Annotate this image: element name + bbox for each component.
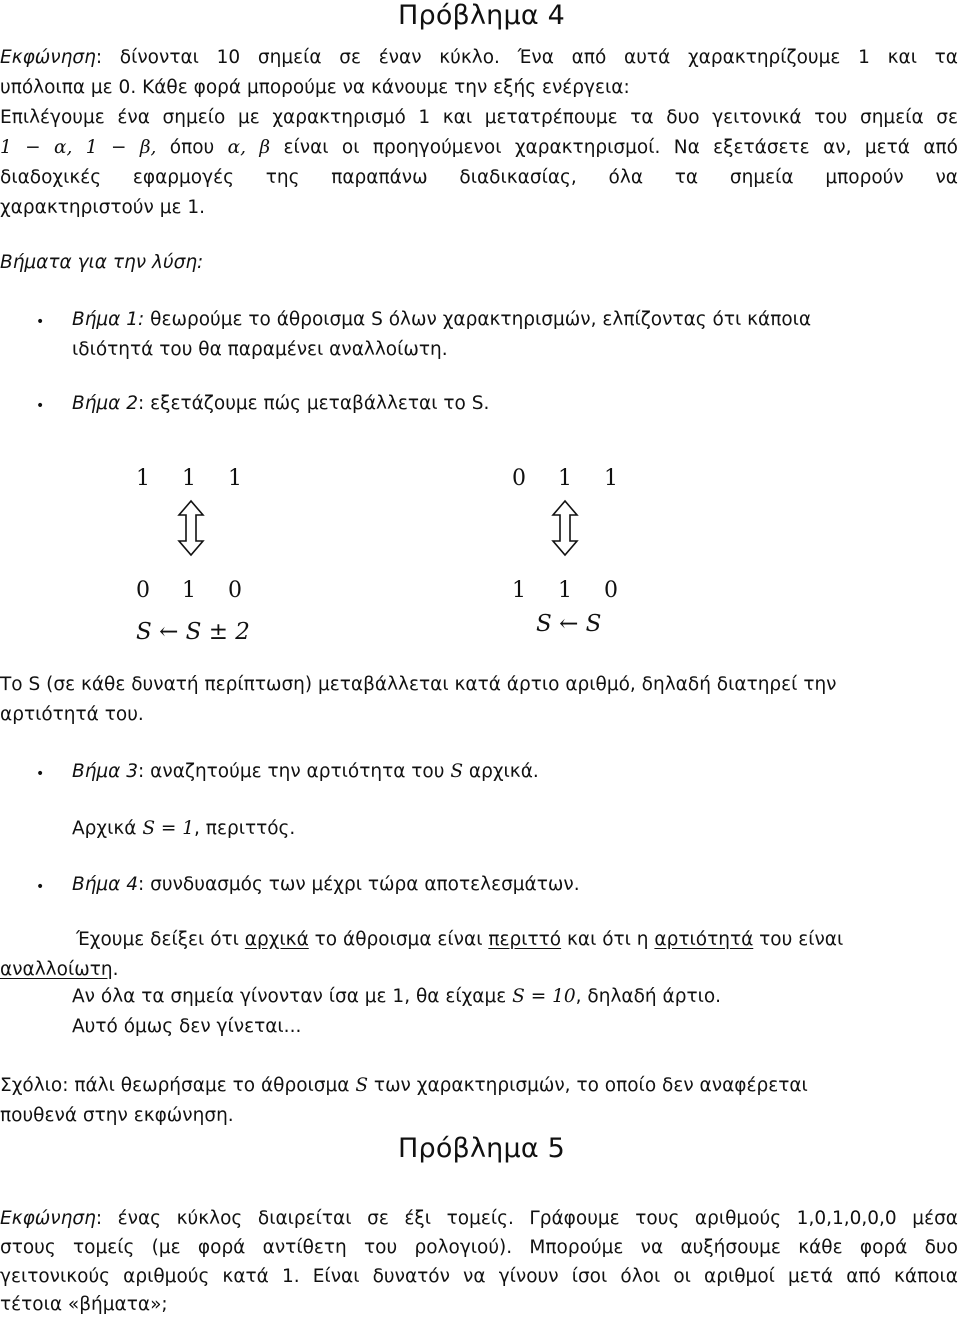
parity-line2: αρτιότητά του. — [0, 704, 144, 725]
p5-statement-line2: στους τομείς (με φορά αντίθετη του ρολογιού). Μπορούμε να αυξήσουμε κάθε φορά δυο — [0, 1237, 958, 1258]
p4-statement-line6: χαρακτηριστούν με 1. — [0, 197, 205, 218]
p4-statement-line3: Επιλέγουμε ένα σημείο με χαρακτηρισμό 1 και μετατρέπουμε τα δυο γειτονικά του σημεία σε — [0, 107, 958, 128]
bullet-icon: • — [36, 766, 45, 782]
statement-text: είναι οι προηγούμενοι χαρακτηρισμοί. Να εξετάσετε αν, μετά από — [270, 137, 958, 158]
p4-statement-line2: υπόλοιπα με 0. Κάθε φορά μπορούμε να κάνουμε την εξής ενέργεια: — [0, 77, 630, 98]
right-rule: S ← S — [536, 611, 602, 637]
bullet-icon: • — [36, 879, 45, 895]
conclusion-text: Αν όλα τα σημεία γίνονταν ίσα με 1, θα είχαμε — [72, 986, 513, 1007]
initial-text: Αρχικά — [72, 818, 143, 839]
math-expression: S = 10 — [512, 986, 576, 1007]
conclusion-text: και ότι η — [561, 929, 655, 950]
math-expression: 1 − α, 1 − β, — [0, 137, 157, 158]
step1-line1 — [72, 309, 811, 330]
statement-text: : δίνονται 10 σημεία σε έναν κύκλο. Ένα από αυτά χαρακτηρίζουμε 1 και τα — [95, 47, 958, 68]
initial-text: , περιττός. — [194, 818, 296, 839]
p4-statement-line5: διαδοχικές εφαρμογές της παραπάνω διαδικασίας, όλα τα σημεία μπορούν να — [0, 167, 958, 188]
p5-statement-line3: γειτονικούς αριθμούς κατά 1. Είναι δυνατόν να γίνουν ίσοι όλοι οι αριθμοί μετά από κάποια — [0, 1266, 958, 1287]
p5-statement-line4: τέτοια «βήματα»; — [0, 1294, 168, 1315]
left-top-1: 1 — [136, 466, 150, 491]
step4-label: Βήμα 4 — [72, 874, 139, 895]
double-arrow-icon — [550, 499, 580, 557]
double-arrow-icon — [176, 499, 206, 557]
right-top-1: 0 — [512, 466, 526, 491]
left-top-2: 1 — [182, 466, 196, 491]
left-bottom-3: 0 — [228, 578, 242, 603]
steps-heading: Βήματα για την λύση: — [0, 252, 204, 273]
step1-line2: ιδιότητά του θα παραμένει αναλλοίωτη. — [72, 339, 448, 360]
statement-label: Εκφώνηση — [0, 47, 96, 68]
conclusion-text: . — [112, 959, 119, 980]
initial-value-line — [72, 818, 295, 839]
conclusion-line3 — [72, 986, 721, 1007]
conclusion-text: το άθροισμα είναι — [308, 929, 489, 950]
comment-line2: πουθενά στην εκφώνηση. — [0, 1105, 234, 1126]
conclusion-text: του είναι — [753, 929, 844, 950]
step3-text: : αναζητούμε την αρτιότητα του — [138, 761, 451, 782]
p5-statement-line1 — [0, 1208, 958, 1229]
left-rule: S ← S ± 2 — [136, 619, 250, 645]
parity-line1: Το S (σε κάθε δυνατή περίπτωση) μεταβάλλεται κατά άρτιο αριθμό, δηλαδή διατηρεί την — [0, 674, 837, 695]
math-expression: S = 1 — [142, 818, 195, 839]
comment-line1 — [0, 1075, 808, 1096]
problem5-title: Πρόβλημα 5 — [398, 1133, 566, 1164]
right-top-3: 1 — [604, 466, 618, 491]
step1-label: Βήμα 1: — [72, 309, 145, 330]
conclusion-text: Έχουμε δείξει ότι — [76, 929, 245, 950]
right-bottom-3: 0 — [604, 578, 618, 603]
right-bottom-1: 1 — [512, 578, 526, 603]
comment-text: Σχόλιο: πάλι θεωρήσαμε το άθροισμα — [0, 1075, 356, 1096]
p4-statement-line1 — [0, 47, 958, 68]
step4-text: : συνδυασμός των μέχρι τώρα αποτελεσμάτων. — [138, 874, 580, 895]
step3-text: αρχικά. — [463, 761, 539, 782]
conclusion-line2 — [0, 959, 118, 980]
step2-label: Βήμα 2 — [72, 393, 139, 414]
conclusion-line4: Αυτό όμως δεν γίνεται... — [72, 1016, 302, 1037]
math-expression: α, β — [227, 137, 271, 158]
underlined-word: αρτιότητά — [654, 929, 754, 950]
step2-line — [72, 393, 489, 414]
left-bottom-2: 1 — [182, 578, 196, 603]
math-symbol: S — [450, 761, 464, 782]
conclusion-text: , δηλαδή άρτιο. — [575, 986, 722, 1007]
step3-label: Βήμα 3 — [72, 761, 139, 782]
underlined-word: αρχικά — [244, 929, 309, 950]
statement-label: Εκφώνηση — [0, 1208, 96, 1229]
underlined-word: περιττό — [488, 929, 562, 950]
p4-statement-line4 — [0, 137, 958, 158]
left-top-3: 1 — [228, 466, 242, 491]
right-bottom-2: 1 — [558, 578, 572, 603]
problem4-title: Πρόβλημα 4 — [398, 0, 566, 31]
math-symbol: S — [355, 1075, 369, 1096]
step3-line — [72, 761, 539, 782]
right-top-2: 1 — [558, 466, 572, 491]
statement-text: όπου — [156, 137, 228, 158]
bullet-icon: • — [36, 314, 45, 330]
step4-line — [72, 874, 580, 895]
bullet-icon: • — [36, 398, 45, 414]
step2-text: : εξετάζουμε πώς μεταβάλλεται το S. — [138, 393, 490, 414]
comment-text: των χαρακτηρισμών, το οποίο δεν αναφέρεται — [368, 1075, 808, 1096]
conclusion-line1 — [76, 929, 843, 950]
step1-text: θεωρούμε το άθροισμα S όλων χαρακτηρισμών, ελπίζοντας ότι κάποια — [144, 309, 812, 330]
left-bottom-1: 0 — [136, 578, 150, 603]
statement-text: : ένας κύκλος διαιρείται σε έξι τομείς. Γράφουμε τους αριθμούς 1,0,1,0,0,0 μέσα — [95, 1208, 958, 1229]
underlined-word: αναλλοίωτη — [0, 959, 113, 980]
